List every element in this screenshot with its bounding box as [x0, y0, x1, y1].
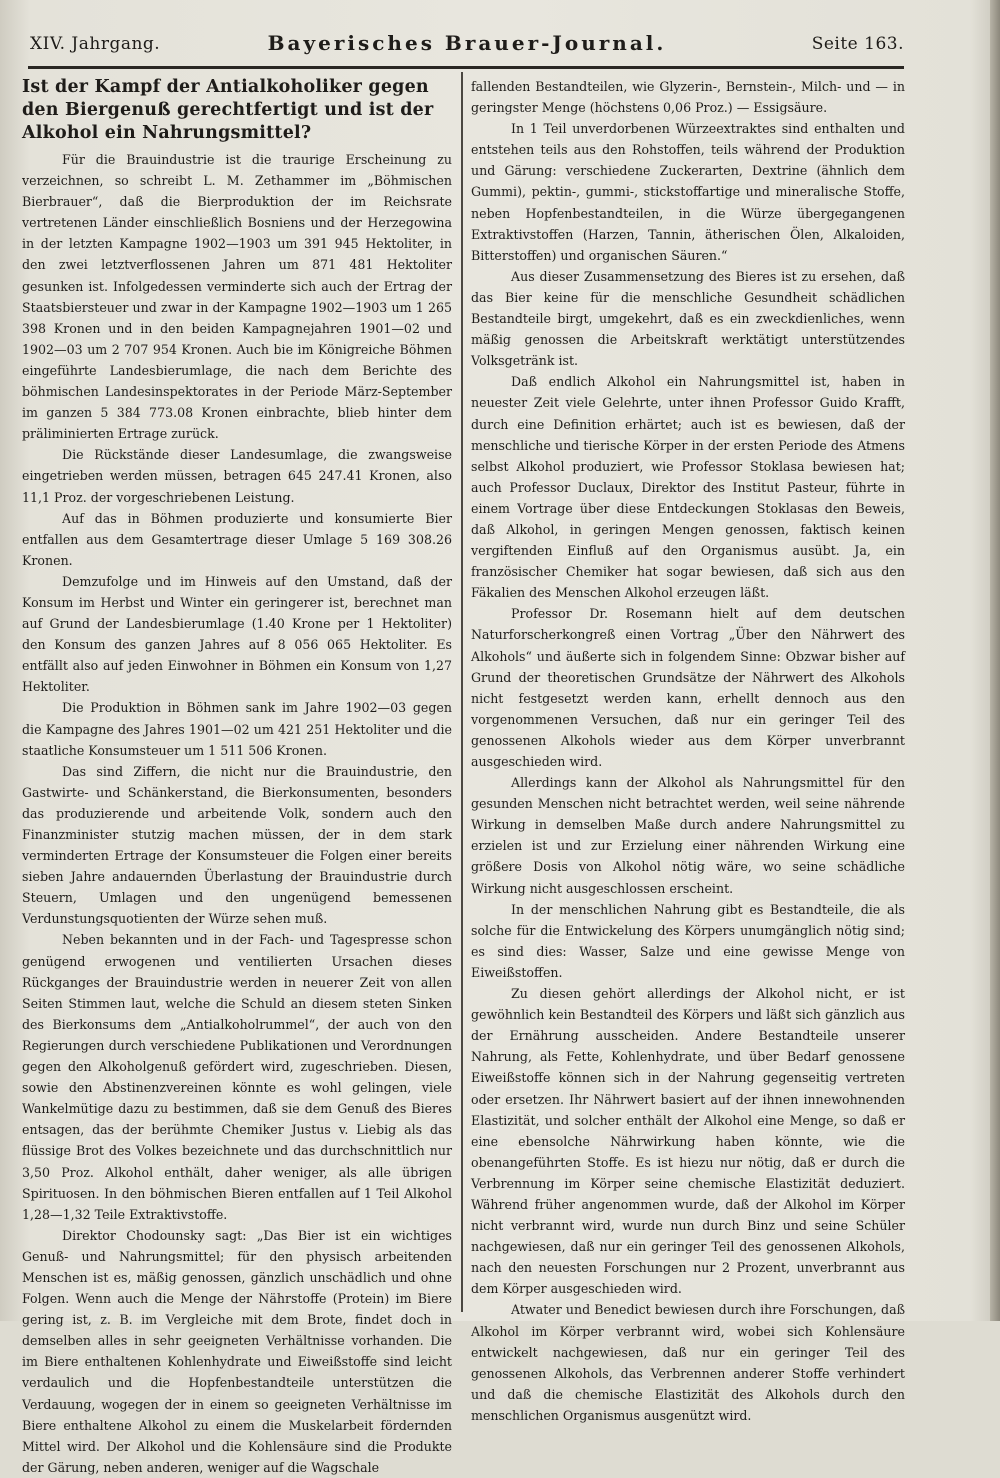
- paragraph: Allerdings kann der Alkohol als Nahrungsmittel für den gesunden Menschen nicht betrachtet werden, weil seine nährende Wirkung in demselben Maße durch andere Nahrungsmittel zu erzielen ist und zur Erzielung einer nährenden Wirkung eine größere Dosis von Alkohol nötig wäre, wo seine schädliche Wirkung nicht ausgeschlossen erscheint.: [471, 775, 905, 896]
- right-column: [471, 76, 905, 1426]
- paragraph: Auf das in Böhmen produzierte und konsumierte Bier entfallen aus dem Gesamtertrage dieser Umlage 5 169 308.26 Kronen.: [22, 510, 452, 568]
- paragraph: Atwater und Benedict bewiesen durch ihre Forschungen, daß Alkohol im Körper verbrannt wird, wobei sich Kohlensäure entwickelt nachgewiesen, daß nur ein geringer Teil des genossenen Alkohols, das Verbrennen anderer Stoffe verhindert und daß die chemische Elastizität des Alkohols durch den menschlichen Organismus ausgenützt wird.: [471, 1302, 905, 1423]
- book-spine-edge: [990, 0, 1000, 1321]
- paragraph: Direktor Chodounsky sagt: „Das Bier ist ein wichtiges Genuß- und Nahrungsmittel; für den physisch arbeitenden Menschen ist es, mäßig genossen, gänzlich unschädlich und ohne Folgen. Wenn auch die Menge der Nährstoffe (Protein) im Biere gering ist, z. B. im Vergleiche mit dem Brote, findet doch in demselben alles in sehr geeigneten Verhältnisse vorhanden. Die im Biere enthaltenen Kohlenhydrate und Eiweißstoffe sind leicht verdaulich und die Hopfenbestandteile unterstützen die Verdauung, wogegen der in einem so geeigneten Verhältnisse im Biere enthaltene Alkohol zu einem die Muskelarbeit fördernden Mittel wird. Der Alkohol und die Kohlensäure sind die Produkte der Gärung, neben anderen, weniger auf die Wagschale: [22, 1227, 452, 1475]
- paragraph: Zu diesen gehört allerdings der Alkohol nicht, er ist gewöhnlich kein Bestandteil des Körpers und läßt sich gänzlich aus der Ernährung ausscheiden. Andere Bestandteile unserer Nahrung, als Fette, Kohlenhydrate, und über Bedarf genossene Eiweißstoffe können sich in der Nahrung gegenseitig vertreten oder ersetzen. Ihr Nährwert basiert auf der ihnen innewohnenden Elastizität, und solcher enthält der Alkohol eine Menge, so daß er eine ebensolche Nährwirkung haben könnte, wie die obenangeführten Stoffe. Es ist hiezu nur nötig, daß er durch die Verbrennung im Körper seine chemische Elastizität deduziert. Während früher angenommen wurde, daß der Alkohol im Körper nicht verbrannt wird, wurde nun durch Binz und seine Schüler nachgewiesen, daß nur ein geringer Teil des genossenen Alkohols, nach den neuesten Forschungen nur 2 Prozent, unverbrannt aus dem Körper ausgeschieden wird.: [471, 986, 905, 1297]
- article-headline: Ist der Kampf der Antialkoholiker gegen den Biergenuß gerechtfertigt und ist der Alkohol ein Nahrungsmittel?: [22, 77, 434, 143]
- paragraph: Neben bekannten und in der Fach- und Tagespresse schon genügend erwogenen und ventilierten Ursachen dieses Rückganges der Brauindustrie werden in neuerer Zeit von allen Seiten Stimmen laut, welche die Schuld an diesem steten Sinken des Bierkonsums dem „Antialkoholrummel“, der auch von den Regierungen durch verschiedene Publikationen und Verordnungen gegen den Alkoholgenuß gefördert wird, zugeschrieben. Diesen, sowie den Abstinenzvereinen könnte es wohl gelingen, viele Wankelmütige dazu zu bestimmen, daß sie dem Genuß des Bieres entsagen, das der berühmte Chemiker Justus v. Liebig als das flüssige Brot des Volkes bezeichnete und das durchschnittlich nur 3,50 Proz. Alkohol enthält, daher weniger, als alle übrigen Spirituosen. In den böhmischen Bieren entfallen auf 1 Teil Alkohol 1,28—1,32 Teile Extraktivstoffe.: [22, 932, 452, 1222]
- left-column: [22, 76, 452, 1478]
- paragraph: Das sind Ziffern, die nicht nur die Brauindustrie, den Gastwirte- und Schänkerstand, die Bierkonsumenten, besonders das produzierende und arbeitende Volk, sondern auch den Finanzminister stutzig machen müssen, der in dem stark verminderten Ertrage der Konsumsteuer die Folgen einer bereits sieben Jahre andauernden Überlastung der Brauindustrie durch Steuern, Umlagen und den ungenügend bemessenen Verdunstungsquotienten der Würze sehen muß.: [22, 763, 452, 927]
- paragraph: Aus dieser Zusammensetzung des Bieres ist zu ersehen, daß das Bier keine für die menschliche Gesundheit schädlichen Bestandteile birgt, umgekehrt, daß es ein zweckdienliches, wenn mäßig genossen die Arbeitskraft werktätigt unterstützendes Volksgetränk ist.: [471, 268, 905, 369]
- paragraph: Daß endlich Alkohol ein Nahrungsmittel ist, haben in neuester Zeit viele Gelehrte, unter ihnen Professor Guido Krafft, durch eine Definition erhärtet; auch ist es bewiesen, daß der menschliche und tierische Körper in der ersten Periode des Atmens selbst Alkohol produziert, wie Professor Stoklasa bewiesen hat; auch Professor Duclaux, Direktor des Institut Pasteur, führte in einem Vortrage über diese Entdeckungen Stoklasas den Beweis, daß Alkohol, in geringen Mengen genossen, faktisch keinen vergiftenden Einfluß auf den Organismus ausübt. Ja, ein französischer Chemiker hat sogar bewiesen, daß sich aus den Fäkalien des Menschen Alkohol erzeugen läßt.: [471, 374, 905, 601]
- journal-title: Bayerisches Brauer-Journal.: [267, 31, 667, 55]
- column-divider: [461, 72, 463, 1312]
- volume-label: XIV. Jahrgang.: [30, 34, 161, 54]
- paragraph: Professor Dr. Rosemann hielt auf dem deutschen Naturforscherkongreß einen Vortrag „Über den Nährwert des Alkohols“ und äußerte sich in folgendem Sinne: Obzwar bisher auf Grund der theoretischen Grundsätze der Nährwert des Alkohols nicht festgesetzt werden kann, erhellt dennoch aus den vorgenommenen Versuchen, daß nur ein geringer Teil des genossenen Alkohols wieder aus dem Körper unverbrannt ausgeschieden wird.: [471, 606, 905, 769]
- paragraph: Die Produktion in Böhmen sank im Jahre 1902—03 gegen die Kampagne des Jahres 1901—02 um 421 251 Hektoliter und die staatliche Konsumsteuer um 1 511 506 Kronen.: [22, 700, 452, 758]
- paragraph: Die Rückstände dieser Landesumlage, die zwangsweise eingetrieben werden müssen, betragen 645 247.41 Kronen, also 11,1 Proz. der vorgeschriebenen Leistung.: [22, 447, 452, 505]
- page-header: [30, 31, 904, 64]
- paragraph: Demzufolge und im Hinweis auf den Umstand, daß der Konsum im Herbst und Winter ein geringerer ist, berechnet man auf Grund der Landesbierumlage (1.40 Krone per 1 Hektoliter) den Konsum des ganzen Jahres auf 8 056 065 Hektoliter. Es entfällt also auf jeden Einwohner in Böhmen ein Konsum von 1,27 Hektoliter.: [22, 573, 452, 695]
- page-number: Seite 163.: [811, 34, 904, 54]
- paragraph: Für die Brauindustrie ist die traurige Erscheinung zu verzeichnen, so schreibt L. M. Zethammer im „Böhmischen Bierbrauer“, daß die Bierproduktion der im Reichsrate vertretenen Länder einschließlich Bosniens und der Herzegowina in der letzten Kampagne 1902—1903 um 391 945 Hektoliter, in den zwei letztverflossenen Jahren um 871 481 Hektoliter gesunken ist. Infolgedessen verminderte sich auch der Ertrag der Staatsbiersteuer und zwar in der Kampagne 1902—1903 um 1 265 398 Kronen und in den beiden Kampagnejahren 1901—02 und 1902—03 um 2 707 954 Kronen. Auch bie im Königreiche Böhmen eingeführte Landesbierumlage, die nach dem Berichte des böhmischen Landesinspektorates in der Periode März-September im ganzen 5 384 773.08 Kronen einbrachte, blieb hinter dem präliminierten Ertrage zurück.: [22, 152, 452, 442]
- paragraph: In der menschlichen Nahrung gibt es Bestandteile, die als solche für die Entwickelung des Körpers unumgänglich nötig sind; es sind dies: Wasser, Salze und eine gewisse Menge von Eiweißstoffen.: [471, 901, 905, 980]
- paragraph: In 1 Teil unverdorbenen Würzeextraktes sind enthalten und entstehen teils aus den Rohstoffen, teils während der Produktion und Gärung: verschiedene Zuckerarten, Dextrine (ähnlich dem Gummi), pektin-, gummi-, stickstoffartige und mineralische Stoffe, neben Hopfenbestandteilen, in die Würze übergegangenen Extraktivstoffen (Harzen, Tannin, ätherischen Ölen, Alkaloiden, Bitterstoffen) und organischen Säuren.“: [471, 121, 905, 263]
- header-rule: [28, 66, 904, 69]
- paragraph-continuation: fallenden Bestandteilen, wie Glyzerin-, Bernstein-, Milch- und — in geringster Menge (höchstens 0,06 Proz.) — Essigsäure.: [471, 79, 905, 116]
